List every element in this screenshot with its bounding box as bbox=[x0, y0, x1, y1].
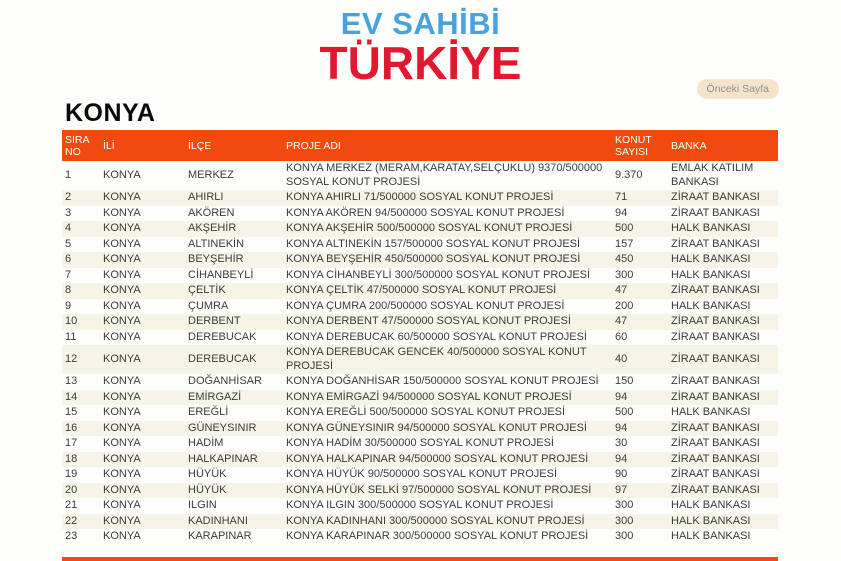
table-row bbox=[62, 514, 778, 530]
cell-ili: KONYA bbox=[103, 237, 141, 250]
cell-ilce: ÇUMRA bbox=[188, 299, 229, 312]
column-header-ili: İLİ bbox=[100, 130, 185, 161]
table-row bbox=[62, 268, 778, 284]
cell-ilce: HÜYÜK bbox=[188, 468, 227, 480]
cell-konut-sayisi: 94 bbox=[615, 206, 628, 219]
cell-konut-sayisi: 97 bbox=[615, 483, 628, 496]
cell-proje-adi: KONYA ALTINEKİN 157/500000 SOSYAL KONUT PROJESİ bbox=[286, 237, 581, 250]
cell-proje-adi: KONYA HÜYÜK SELKİ 97/500000 SOSYAL KONUT PROJESİ bbox=[286, 483, 592, 496]
table-row bbox=[62, 345, 778, 374]
cell-ilce: HADİM bbox=[188, 437, 224, 449]
cell-banka: ZİRAAT BANKASI bbox=[671, 330, 760, 343]
cell-konut-sayisi: 47 bbox=[615, 315, 628, 327]
cell-ili: KONYA bbox=[103, 530, 141, 542]
cell-konut-sayisi: 150 bbox=[615, 375, 634, 387]
cell-ili: KONYA bbox=[103, 299, 141, 312]
cell-ili: KONYA bbox=[103, 352, 141, 365]
cell-ilce: KARAPINAR bbox=[188, 530, 252, 542]
cell-banka: HALK BANKASI bbox=[671, 514, 751, 527]
cell-banka: ZİRAAT BANKASI bbox=[671, 437, 760, 449]
cell-ilce: DEREBUCAK bbox=[188, 352, 257, 365]
cell-proje-adi: KONYA KARAPINAR 300/500000 SOSYAL KONUT PROJESİ bbox=[286, 530, 589, 542]
cell-banka: ZİRAAT BANKASI bbox=[671, 483, 760, 496]
cell-sira-no: 21 bbox=[65, 499, 78, 511]
cell-proje-adi: KONYA HADİM 30/500000 SOSYAL KONUT PROJESİ bbox=[286, 437, 554, 449]
cell-konut-sayisi: 94 bbox=[615, 390, 628, 403]
cell-konut-sayisi: 94 bbox=[615, 452, 628, 465]
cell-sira-no: 8 bbox=[65, 284, 72, 296]
cell-banka: HALK BANKASI bbox=[671, 268, 751, 281]
table-row bbox=[62, 221, 778, 237]
cell-ilce: ILGIN bbox=[188, 499, 217, 511]
cell-ili: KONYA bbox=[103, 315, 141, 327]
cell-proje-adi: KONYA HÜYÜK 90/500000 SOSYAL KONUT PROJESİ bbox=[286, 468, 558, 480]
cell-ili: KONYA bbox=[103, 191, 141, 203]
cell-banka: EMLAK KATILIM BANKASI bbox=[671, 162, 754, 188]
cell-konut-sayisi: 300 bbox=[615, 514, 634, 527]
cell-konut-sayisi: 200 bbox=[615, 299, 634, 312]
table-row bbox=[62, 237, 778, 253]
cell-sira-no: 6 bbox=[65, 253, 72, 265]
cell-banka: HALK BANKASI bbox=[671, 530, 751, 542]
cell-ili: KONYA bbox=[103, 268, 141, 281]
cell-sira-no: 22 bbox=[65, 514, 78, 527]
cell-ili: KONYA bbox=[103, 437, 141, 449]
cell-banka: HALK BANKASI bbox=[671, 222, 751, 234]
cell-sira-no: 1 bbox=[65, 168, 72, 181]
table-header bbox=[62, 130, 778, 161]
cell-konut-sayisi: 500 bbox=[615, 406, 634, 418]
cell-sira-no: 18 bbox=[65, 452, 78, 465]
cell-konut-sayisi: 94 bbox=[615, 421, 628, 434]
cell-ili: KONYA bbox=[103, 499, 141, 511]
page-title: KONYA bbox=[65, 99, 156, 127]
cell-ili: KONYA bbox=[103, 253, 141, 265]
cell-proje-adi: KONYA KADINHANI 300/500000 SOSYAL KONUT PROJESİ bbox=[286, 514, 585, 527]
cell-sira-no: 14 bbox=[65, 390, 78, 403]
cell-konut-sayisi: 30 bbox=[615, 437, 628, 449]
cell-ilce: AKÖREN bbox=[188, 206, 235, 219]
table-row bbox=[62, 206, 778, 222]
cell-sira-no: 9 bbox=[65, 299, 72, 312]
table-row bbox=[62, 374, 778, 390]
cell-ilce: HÜYÜK bbox=[188, 483, 227, 496]
column-header-proje-adi: PROJE ADI bbox=[283, 130, 612, 161]
logo-line-ev-sahibi: EV SAHİBİ bbox=[340, 6, 501, 41]
cell-ilce: DOĞANHİSAR bbox=[188, 375, 262, 387]
table-row bbox=[62, 283, 778, 299]
cell-ili: KONYA bbox=[103, 483, 141, 496]
table-row bbox=[62, 421, 778, 437]
table-row bbox=[62, 467, 778, 483]
cell-banka: HALK BANKASI bbox=[671, 299, 751, 312]
table-row bbox=[62, 436, 778, 452]
table-row bbox=[62, 452, 778, 468]
cell-ilce: BEYŞEHİR bbox=[188, 253, 244, 265]
cell-konut-sayisi: 450 bbox=[615, 253, 634, 265]
cell-sira-no: 19 bbox=[65, 468, 78, 480]
cell-ilce: KADINHANI bbox=[188, 514, 248, 527]
cell-sira-no: 5 bbox=[65, 237, 72, 250]
cell-ilce: CİHANBEYLİ bbox=[188, 268, 254, 281]
cell-proje-adi: KONYA ILGIN 300/500000 SOSYAL KONUT PROJESİ bbox=[286, 499, 554, 511]
cell-sira-no: 16 bbox=[65, 421, 78, 434]
cell-banka: ZİRAAT BANKASI bbox=[671, 468, 760, 480]
cell-ilce: MERKEZ bbox=[188, 168, 234, 181]
cell-ilce: AKŞEHİR bbox=[188, 222, 237, 234]
table-row bbox=[62, 252, 778, 268]
cell-ili: KONYA bbox=[103, 206, 141, 219]
cell-ilce: GÜNEYSINIR bbox=[188, 421, 257, 434]
cell-ili: KONYA bbox=[103, 222, 141, 234]
cell-proje-adi: KONYA ÇELTİK 47/500000 SOSYAL KONUT PROJESİ bbox=[286, 284, 557, 296]
cell-ilce: AHIRLI bbox=[188, 191, 224, 203]
logo-line-turkiye: TÜRKİYE bbox=[319, 37, 522, 89]
cell-konut-sayisi: 300 bbox=[615, 268, 634, 281]
cell-ili: KONYA bbox=[103, 390, 141, 403]
table-row bbox=[62, 498, 778, 514]
cell-ili: KONYA bbox=[103, 406, 141, 418]
cell-proje-adi: KONYA DERBENT 47/500000 SOSYAL KONUT PROJESİ bbox=[286, 315, 571, 327]
cell-proje-adi: KONYA EREĞLİ 500/500000 SOSYAL KONUT PROJESİ bbox=[286, 406, 565, 418]
column-header-ilce: İLÇE bbox=[185, 130, 283, 161]
table-row bbox=[62, 161, 778, 190]
cell-ilce: EREĞLİ bbox=[188, 406, 229, 418]
cell-proje-adi: KONYA HALKAPINAR 94/500000 SOSYAL KONUT PROJESİ bbox=[286, 452, 589, 465]
cell-proje-adi: KONYA CİHANBEYLİ 300/500000 SOSYAL KONUT PROJESİ bbox=[286, 268, 591, 281]
cell-sira-no: 12 bbox=[65, 352, 78, 365]
cell-konut-sayisi: 300 bbox=[615, 499, 634, 511]
cell-banka: HALK BANKASI bbox=[671, 499, 751, 511]
cell-ilce: DEREBUCAK bbox=[188, 330, 257, 343]
cell-banka: HALK BANKASI bbox=[671, 406, 751, 418]
cell-proje-adi: KONYA EMİRGAZİ 94/500000 SOSYAL KONUT PROJESİ bbox=[286, 390, 572, 403]
previous-page-button[interactable]: Önceki Sayfa bbox=[697, 79, 779, 99]
cell-sira-no: 7 bbox=[65, 268, 72, 281]
cell-konut-sayisi: 300 bbox=[615, 530, 634, 542]
table-row bbox=[62, 190, 778, 206]
table-body bbox=[62, 161, 778, 545]
cell-ilce: ALTINEKİN bbox=[188, 237, 245, 250]
cell-ilce: ÇELTİK bbox=[188, 284, 226, 296]
cell-konut-sayisi: 71 bbox=[615, 191, 628, 203]
cell-konut-sayisi: 9.370 bbox=[615, 168, 643, 181]
cell-banka: ZİRAAT BANKASI bbox=[671, 375, 760, 387]
column-header-konut-sayisi: KONUT SAYISI bbox=[612, 130, 668, 161]
cell-proje-adi: KONYA AKÖREN 94/500000 SOSYAL KONUT PROJESİ bbox=[286, 206, 565, 219]
cell-konut-sayisi: 47 bbox=[615, 284, 628, 296]
cell-banka: ZİRAAT BANKASI bbox=[671, 352, 760, 365]
cell-ili: KONYA bbox=[103, 452, 141, 465]
cell-sira-no: 15 bbox=[65, 406, 78, 418]
cell-sira-no: 10 bbox=[65, 315, 78, 327]
cell-proje-adi: KONYA DOĞANHİSAR 150/500000 SOSYAL KONUT PROJESİ bbox=[286, 375, 599, 387]
table-row bbox=[62, 330, 778, 346]
table-row bbox=[62, 405, 778, 421]
table-row bbox=[62, 314, 778, 330]
cell-banka: ZİRAAT BANKASI bbox=[671, 206, 760, 219]
cell-banka: ZİRAAT BANKASI bbox=[671, 421, 760, 434]
cell-proje-adi: KONYA AKŞEHİR 500/500000 SOSYAL KONUT PROJESİ bbox=[286, 222, 573, 234]
cell-proje-adi: KONYA AHIRLI 71/500000 SOSYAL KONUT PROJESİ bbox=[286, 191, 554, 203]
projects-table bbox=[62, 130, 778, 545]
cell-konut-sayisi: 60 bbox=[615, 330, 628, 343]
cell-ilce: DERBENT bbox=[188, 315, 241, 327]
cell-banka: ZİRAAT BANKASI bbox=[671, 237, 760, 250]
cell-sira-no: 4 bbox=[65, 222, 72, 234]
column-header-sira-no: SIRA NO bbox=[62, 130, 100, 161]
table-row bbox=[62, 299, 778, 315]
cell-banka: ZİRAAT BANKASI bbox=[671, 284, 760, 296]
cell-proje-adi: KONYA BEYŞEHİR 450/500000 SOSYAL KONUT PROJESİ bbox=[286, 253, 581, 265]
cell-ilce: HALKAPINAR bbox=[188, 452, 258, 465]
cell-konut-sayisi: 157 bbox=[615, 237, 634, 250]
cell-sira-no: 23 bbox=[65, 530, 78, 542]
cell-banka: ZİRAAT BANKASI bbox=[671, 390, 760, 403]
cell-proje-adi: KONYA MERKEZ (MERAM,KARATAY,SELÇUKLU) 9370/500000 SOSYAL KONUT PROJESİ bbox=[286, 162, 603, 188]
cell-ili: KONYA bbox=[103, 421, 141, 434]
cell-konut-sayisi: 500 bbox=[615, 222, 634, 234]
cell-proje-adi: KONYA ÇUMRA 200/500000 SOSYAL KONUT PROJESİ bbox=[286, 299, 565, 312]
cell-ili: KONYA bbox=[103, 284, 141, 296]
cell-ili: KONYA bbox=[103, 375, 141, 387]
projects-table-container bbox=[62, 130, 778, 545]
cell-proje-adi: KONYA GÜNEYSINIR 94/500000 SOSYAL KONUT PROJESİ bbox=[286, 421, 587, 434]
cell-ili: KONYA bbox=[103, 330, 141, 343]
table-row bbox=[62, 390, 778, 406]
cell-sira-no: 3 bbox=[65, 206, 72, 219]
cell-sira-no: 17 bbox=[65, 437, 78, 449]
cell-banka: ZİRAAT BANKASI bbox=[671, 315, 760, 327]
table-row bbox=[62, 483, 778, 499]
column-header-banka: BANKA bbox=[668, 130, 778, 161]
cell-ilce: EMİRGAZİ bbox=[188, 390, 242, 403]
cell-ili: KONYA bbox=[103, 168, 141, 181]
cell-sira-no: 13 bbox=[65, 375, 78, 387]
cell-sira-no: 2 bbox=[65, 191, 72, 203]
cell-konut-sayisi: 40 bbox=[615, 352, 628, 365]
cell-banka: ZİRAAT BANKASI bbox=[671, 452, 760, 465]
table-row bbox=[62, 529, 778, 545]
cell-sira-no: 20 bbox=[65, 483, 78, 496]
cell-proje-adi: KONYA DEREBUCAK GENCEK 40/500000 SOSYAL KONUT PROJESİ bbox=[286, 346, 587, 372]
cell-ili: KONYA bbox=[103, 468, 141, 480]
cell-banka: HALK BANKASI bbox=[671, 253, 751, 265]
next-table-header-edge bbox=[62, 557, 778, 561]
cell-konut-sayisi: 90 bbox=[615, 468, 628, 480]
cell-banka: ZİRAAT BANKASI bbox=[671, 191, 760, 203]
cell-sira-no: 11 bbox=[65, 330, 77, 343]
cell-ili: KONYA bbox=[103, 514, 141, 527]
cell-proje-adi: KONYA DEREBUCAK 60/500000 SOSYAL KONUT PROJESİ bbox=[286, 330, 587, 343]
